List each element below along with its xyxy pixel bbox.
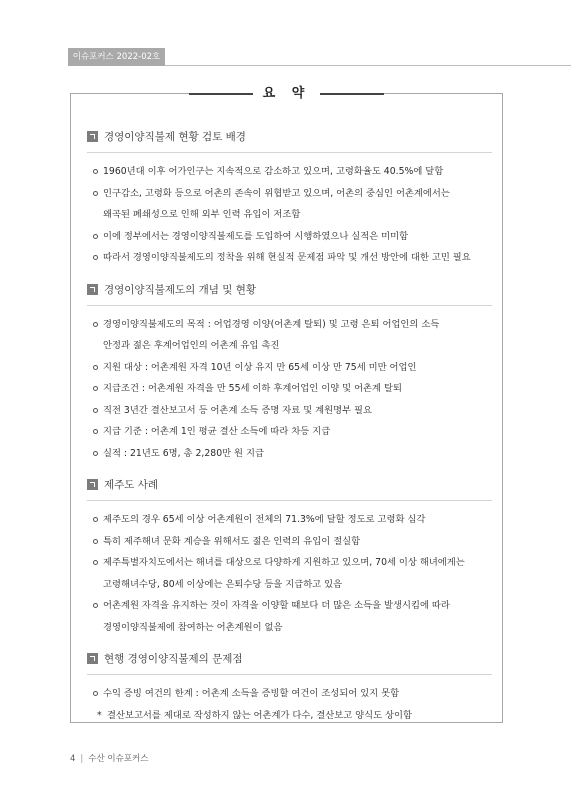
list-item: 실적 : 21년도 6명, 총 2,280만 원 지급 — [87, 443, 492, 465]
list-item: 어촌계원 자격을 유지하는 것이 자격을 이양할 때보다 더 많은 소득을 발생시킴에 따라 — [87, 595, 492, 617]
list-item: 지급조건 : 어촌계원 자격을 만 55세 이하 후계어업인 이양 및 어촌계 탈퇴 — [87, 378, 492, 400]
page-footer — [70, 752, 148, 764]
circle-bullet-icon — [93, 539, 98, 544]
note-marker: * — [97, 709, 102, 721]
arrow-square-icon — [87, 479, 98, 490]
circle-bullet-icon — [93, 191, 98, 196]
page-number: 4 — [70, 754, 76, 764]
list-item: 제주도의 경우 65세 이상 어촌계원이 전체의 71.3%에 달할 정도로 고령화 심각 — [87, 509, 492, 531]
circle-bullet-icon — [93, 691, 98, 696]
list-item: 지원 대상 : 어촌계원 자격 10년 이상 유지 만 65세 이상 만 75세 미만 어업인 — [87, 357, 492, 379]
section-heading: 제주도 사례 — [104, 479, 159, 491]
list-item: 이에 정부에서는 경영이양직불제도를 도입하여 시행하였으나 실적은 미미함 — [87, 226, 492, 248]
list-item: 제주특별자치도에서는 해녀를 대상으로 다양하게 지원하고 있으며, 70세 이상 해녀에게는 — [87, 552, 492, 574]
section-concept — [87, 281, 492, 465]
summary-box — [70, 86, 503, 723]
circle-bullet-icon — [93, 451, 98, 456]
header-bar — [0, 48, 571, 66]
section-problems — [87, 650, 492, 726]
list-item: 1960년대 이후 어가인구는 지속적으로 감소하고 있으며, 고령화율도 40.5%에 달함 — [87, 161, 492, 183]
note-item: * 결산보고서를 제대로 작성하지 않는 어촌계가 다수, 결산보고 양식도 상이함 — [87, 705, 492, 727]
list-item: 경영이양직불제도의 목적 : 어업경영 이양(어촌계 탈퇴) 및 고령 은퇴 어업인의 소득 — [87, 314, 492, 336]
circle-bullet-icon — [93, 408, 98, 413]
circle-bullet-icon — [93, 234, 98, 239]
issue-tab: 이슈포커스 2022-02호 — [68, 48, 165, 66]
circle-bullet-icon — [93, 169, 98, 174]
circle-bullet-icon — [93, 429, 98, 434]
arrow-square-icon — [87, 284, 98, 295]
list-item-continuation: 고령해녀수당, 80세 이상에는 은퇴수당 등을 지급하고 있음 — [103, 578, 343, 590]
arrow-square-icon — [87, 653, 98, 664]
header-rule — [165, 65, 571, 66]
section-heading: 경영이양직불제도의 개념 및 현황 — [104, 283, 257, 296]
list-item: 따라서 경영이양직불제도의 정착을 위해 현실적 문제점 파악 및 개선 방안에 대한 고민 필요 — [87, 247, 492, 269]
list-item: 특히 제주해녀 문화 계승을 위해서도 젊은 인력의 유입이 절실함 — [87, 531, 492, 553]
list-item-continuation: 경영이양직불제에 참여하는 어촌계원이 없음 — [103, 621, 283, 633]
section-heading: 경영이양직불제 현황 검토 배경 — [104, 131, 246, 143]
circle-bullet-icon — [93, 386, 98, 391]
footer-separator: | — [80, 754, 84, 764]
circle-bullet-icon — [93, 255, 98, 260]
list-item-continuation: 왜곡된 폐쇄성으로 인해 외부 인력 유입이 저조함 — [103, 209, 301, 220]
section-background — [87, 128, 492, 269]
arrow-square-icon — [87, 131, 98, 142]
list-item: 지급 기준 : 어촌계 1인 평균 결산 소득에 따라 차등 지급 — [87, 421, 492, 443]
circle-bullet-icon — [93, 322, 98, 327]
list-item: 인구감소, 고령화 등으로 어촌의 존속이 위협받고 있으며, 어촌의 중심인 어촌계에서는 — [87, 183, 492, 205]
list-item: 직전 3년간 결산보고서 등 어촌계 소득 증명 자료 및 계원명부 필요 — [87, 400, 492, 422]
circle-bullet-icon — [93, 603, 98, 608]
list-item-continuation: 안정과 젊은 후계어업인의 어촌계 유입 촉진 — [103, 340, 280, 351]
section-jeju — [87, 476, 492, 638]
summary-title: 요 약 — [253, 82, 321, 101]
section-heading: 현행 경영이양직불제의 문제점 — [104, 653, 243, 665]
publication-name: 수산 이슈포커스 — [88, 754, 149, 764]
list-item: 수익 증빙 여건의 한계 : 어촌계 소득을 증빙할 여건이 조성되어 있지 못함 — [87, 683, 492, 705]
circle-bullet-icon — [93, 560, 98, 565]
circle-bullet-icon — [93, 365, 98, 370]
circle-bullet-icon — [93, 517, 98, 522]
